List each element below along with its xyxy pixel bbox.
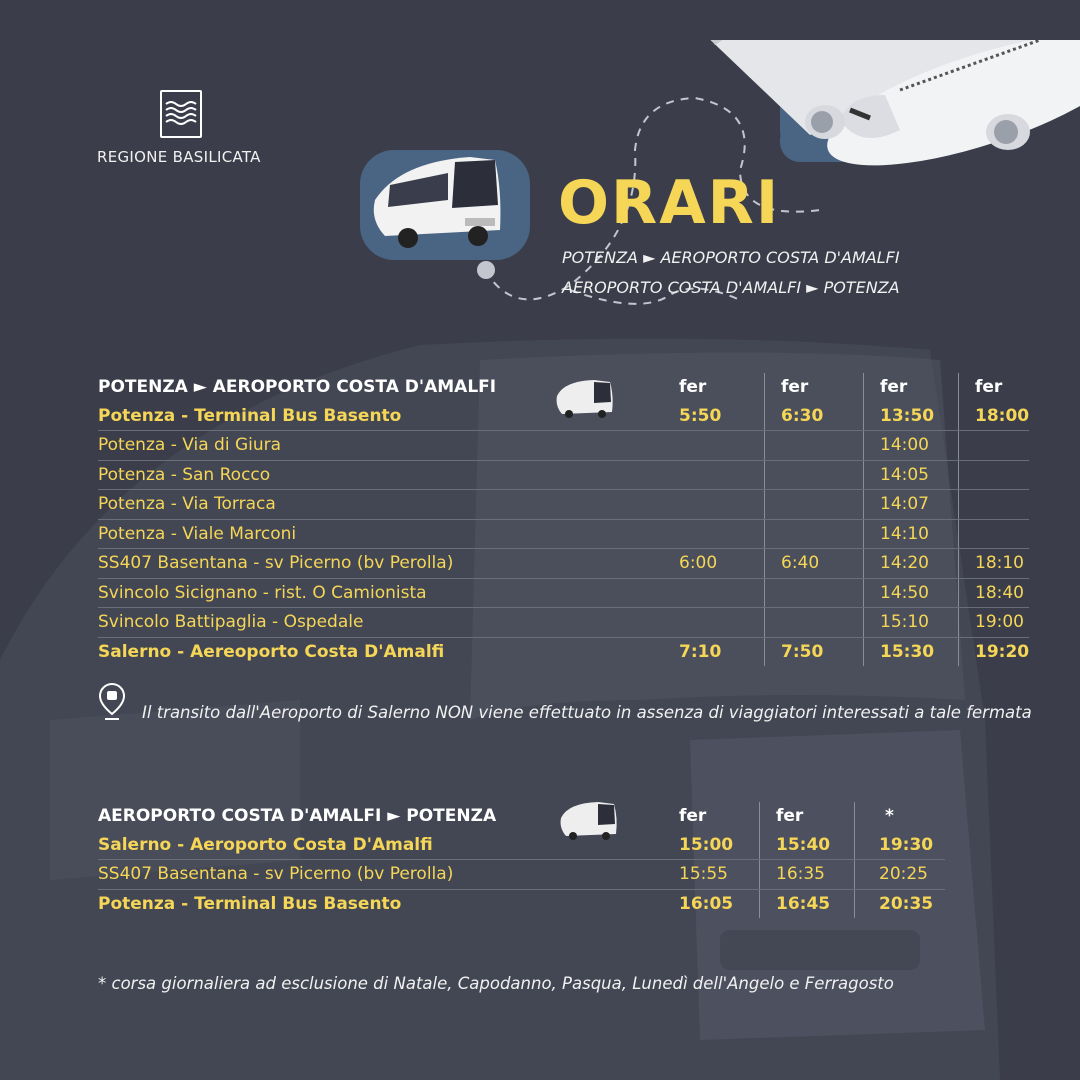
time-cell: 14:20 [864,549,959,579]
time-cell [765,490,864,520]
time-cell [663,578,765,608]
column-header: fer [679,806,707,827]
table-heading: AEROPORTO COSTA D'AMALFI ► POTENZA [98,806,497,827]
time-cell [663,490,765,520]
time-cell: 13:50 [864,402,959,431]
time-cell: 14:10 [864,519,959,549]
footnote: * corsa giornaliera ad esclusione di Natale, Capodanno, Pasqua, Lunedì dell'Angelo e Ferragosto [98,974,894,993]
time-cell: 20:25 [855,860,946,890]
stop-name: Potenza - Via Torraca [98,490,663,520]
table-header-row [98,802,945,831]
timetable-return [98,802,945,918]
page-title: ORARI [558,168,781,238]
table-row [98,460,1029,490]
time-cell: 14:00 [864,431,959,461]
stop-name: Salerno - Aeroporto Costa D'Amalfi [98,831,663,860]
time-cell [663,431,765,461]
time-cell [765,431,864,461]
table-heading: POTENZA ► AEROPORTO COSTA D'AMALFI [98,377,497,398]
time-cell [959,519,1030,549]
time-cell: 18:00 [959,402,1030,431]
time-cell: 18:10 [959,549,1030,579]
time-cell: 16:45 [760,889,855,918]
column-header: fer [959,373,1030,402]
time-cell: 18:40 [959,578,1030,608]
column-header: fer [765,373,864,402]
stop-name: Potenza - Via di Giura [98,431,663,461]
table-row [98,490,1029,520]
time-cell: 6:30 [765,402,864,431]
time-cell: 15:10 [864,608,959,638]
time-cell [663,519,765,549]
time-cell: 15:30 [864,637,959,666]
column-header: * [855,802,946,831]
stop-name: Salerno - Aereoporto Costa D'Amalfi [98,641,445,662]
time-cell: 19:00 [959,608,1030,638]
time-cell: 15:40 [760,831,855,860]
table-row [98,889,945,918]
column-header: fer [760,802,855,831]
time-cell [663,608,765,638]
time-cell [765,460,864,490]
table-row [98,431,1029,461]
route-subtitle-2: AEROPORTO COSTA D'AMALFI ► POTENZA [562,278,900,297]
time-cell: 6:00 [663,549,765,579]
time-cell: 7:50 [765,637,864,666]
time-cell: 19:30 [855,831,946,860]
table-row [98,402,1029,431]
column-header: fer [679,377,707,398]
transit-note: Il transito dall'Aeroporto di Salerno NON viene effettuato in assenza di viaggiatori interessati a tale fermata [142,703,1032,722]
time-cell: 20:35 [855,889,946,918]
time-cell [959,490,1030,520]
coat-of-arms-icon [160,90,202,138]
stop-name: Potenza - San Rocco [98,460,663,490]
table-row [98,519,1029,549]
time-cell [959,431,1030,461]
stop-name: Svincolo Sicignano - rist. O Camionista [98,578,663,608]
stop-name: Potenza - Terminal Bus Basento [98,893,402,914]
time-cell [765,608,864,638]
time-cell: 14:07 [864,490,959,520]
table-row [98,831,945,860]
time-cell: 5:50 [663,402,765,431]
stop-name: SS407 Basentana - sv Picerno (bv Perolla) [98,549,663,579]
route-subtitle-1: POTENZA ► AEROPORTO COSTA D'AMALFI [562,248,900,267]
table-row [98,608,1029,638]
time-cell: 14:05 [864,460,959,490]
time-cell: 15:00 [663,831,760,860]
time-cell [663,460,765,490]
time-cell [959,460,1030,490]
time-cell: 15:55 [663,860,760,890]
time-cell [765,519,864,549]
time-cell: 16:35 [760,860,855,890]
table-row [98,637,1029,666]
table-row [98,860,945,890]
stop-name: Svincolo Battipaglia - Ospedale [98,608,663,638]
timetable-outbound [98,373,1029,666]
region-name: REGIONE BASILICATA [97,148,261,166]
time-cell: 19:20 [959,637,1030,666]
table-row [98,578,1029,608]
stop-name: Potenza - Viale Marconi [98,519,663,549]
time-cell: 6:40 [765,549,864,579]
time-cell: 14:50 [864,578,959,608]
time-cell: 16:05 [679,893,734,914]
column-header: fer [864,373,959,402]
table-row [98,549,1029,579]
time-cell [765,578,864,608]
bus-stop-pin-icon [98,682,126,722]
stop-name: SS407 Basentana - sv Picerno (bv Perolla) [98,860,663,890]
stop-name: Potenza - Terminal Bus Basento [98,402,663,431]
time-cell: 7:10 [679,641,722,662]
table-header-row [98,373,1029,402]
